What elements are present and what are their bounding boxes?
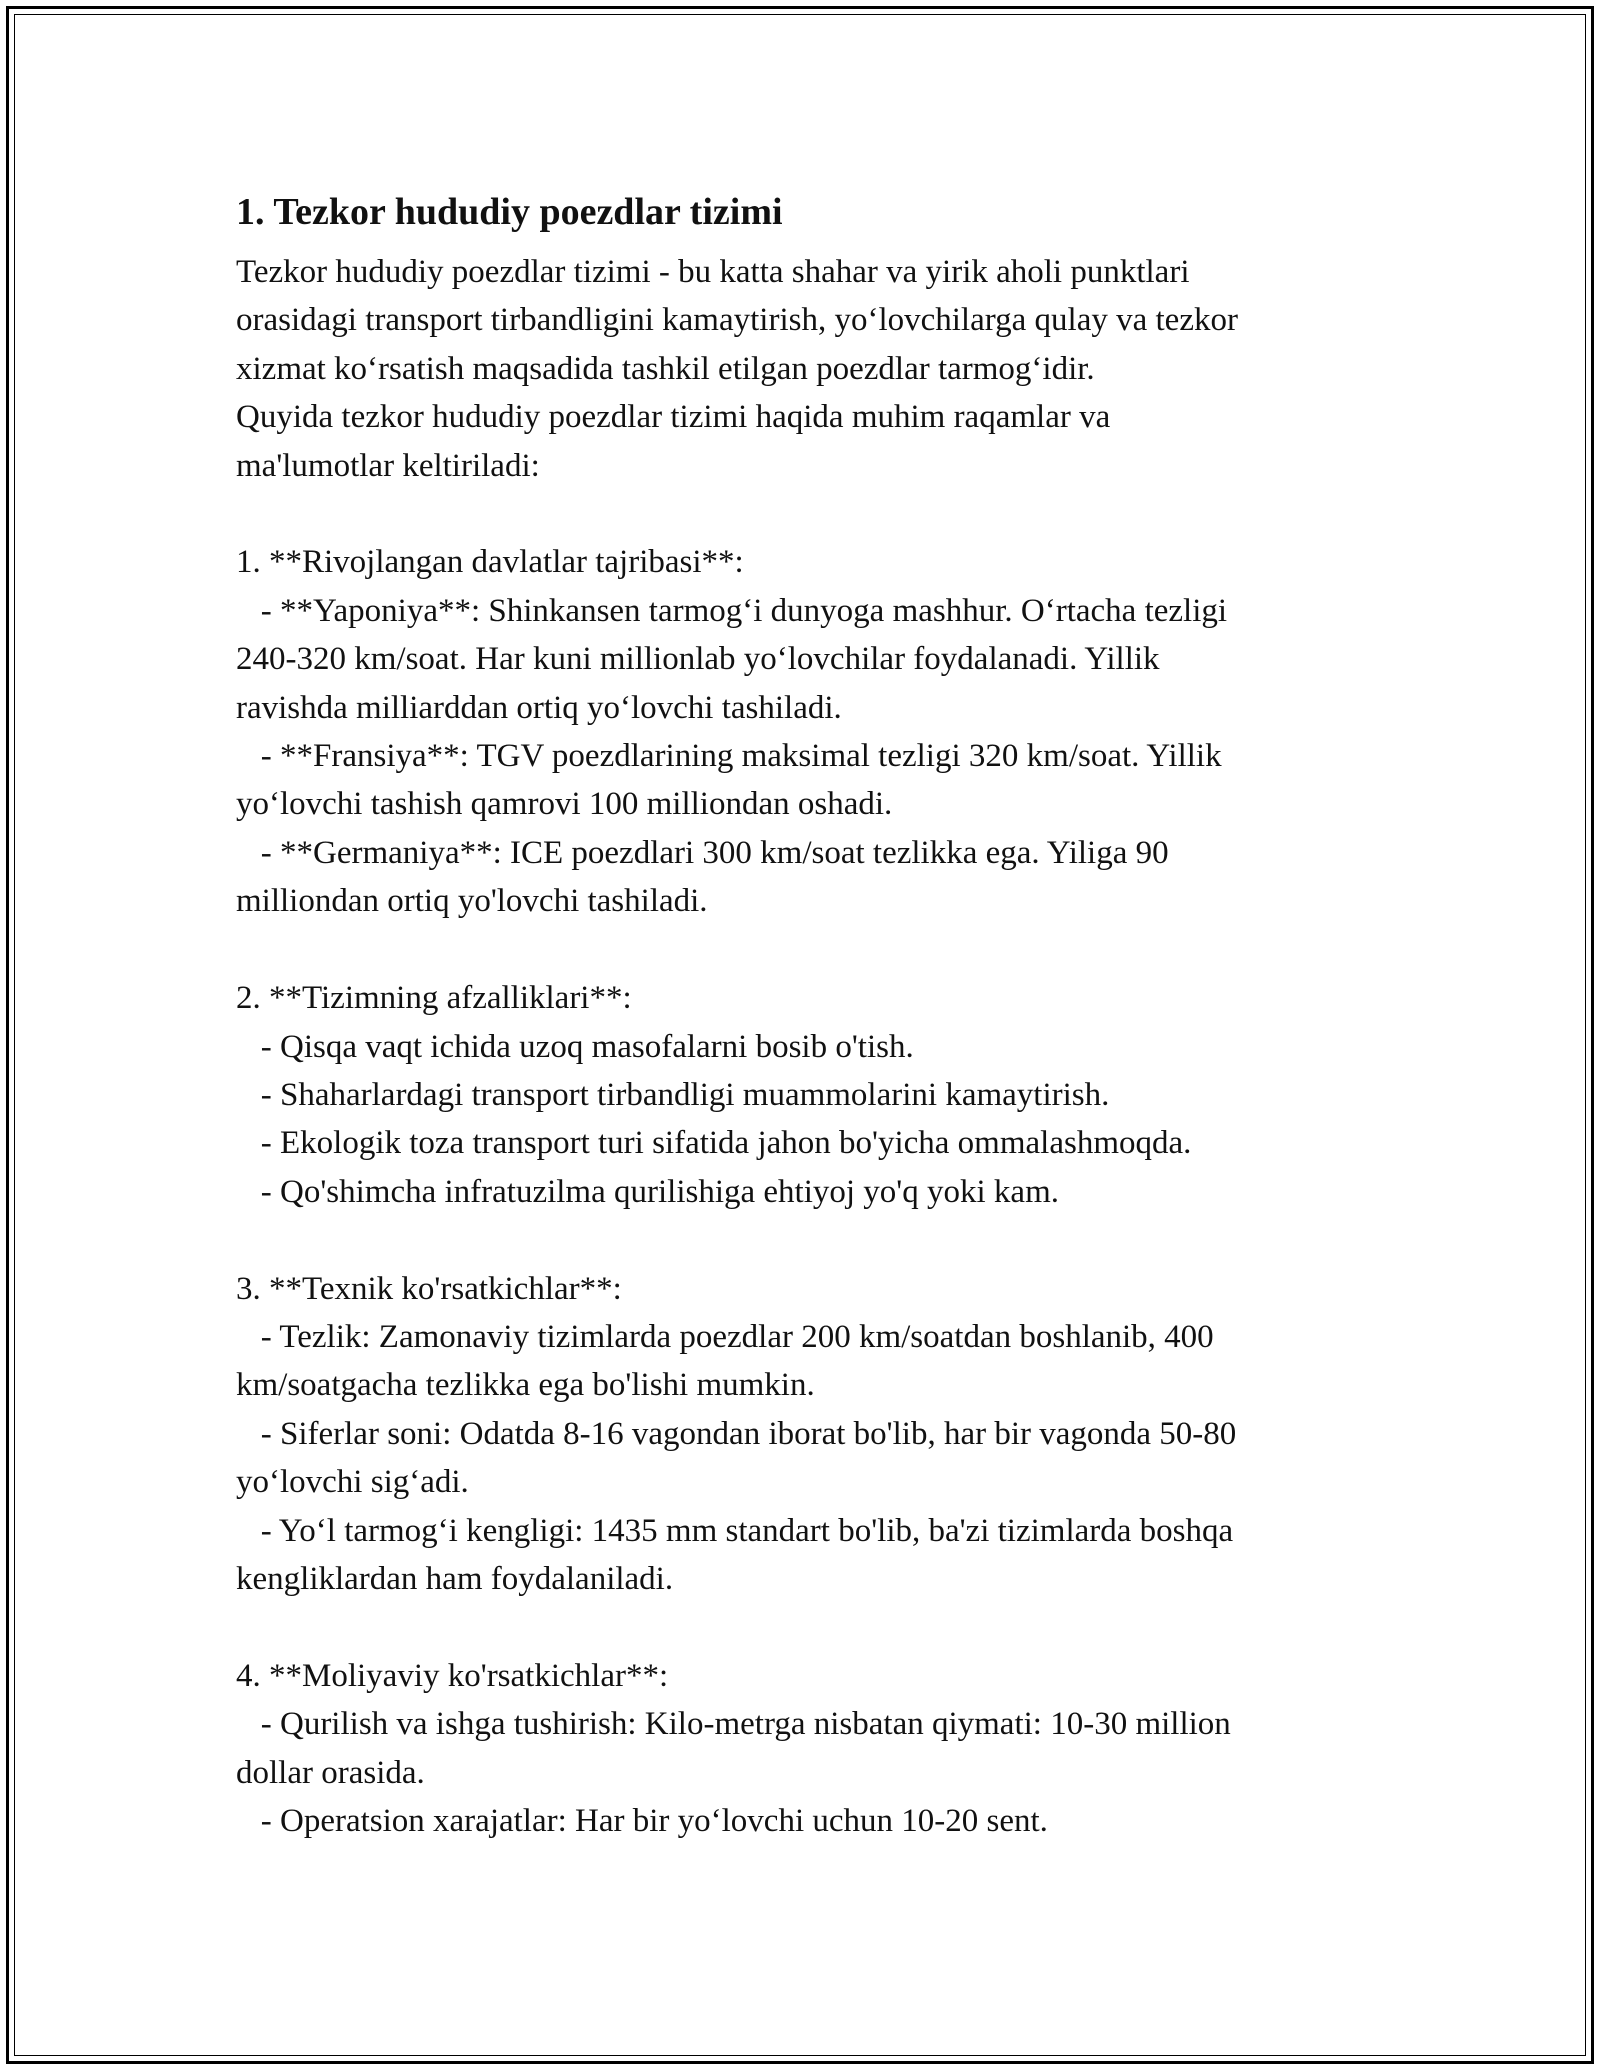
blank-line-3 xyxy=(236,1216,1376,1264)
section-financial: 4. **Moliyaviy ko'rsatkichlar**: - Qurilish va ishga tushirish: Kilo-metrga nisbatan qiymati: 10-30 million dollar orasida. - Operatsion xarajatlar: Har bir yo‘lovchi uchun 10-20 sent. xyxy=(236,1657,1231,1839)
section-developed-countries: 1. **Rivojlangan davlatlar tajribasi**: - **Yaponiya**: Shinkansen tarmog‘i dunyoga mashhur. O‘rtacha tezligi 240-320 km/soat. Har kuni millionlab yo‘lovchilar foydalanadi. Yillik ravishda milliarddan ortiq yo‘lovchi tashiladi. - **Fransiya**: TGV poezdlarining maksimal tezligi 320 km/soat. Yillik yo‘lovchi tashish qamrovi 100 milliondan oshadi. - **Germaniya**: ICE poezdlari 300 km/soat tezlikka ega. Yiliga 90 milliondan ortiq yo'lovchi tashiladi. xyxy=(236,544,1228,920)
document-body xyxy=(236,186,1376,1845)
blank-line-2 xyxy=(236,926,1376,974)
section-advantages: 2. **Tizimning afzalliklari**: - Qisqa vaqt ichida uzoq masofalarni bosib o'tish. - Shaharlardagi transport tirbandligi muammolarini kamaytirish. - Ekologik toza transport turi sifatida jahon bo'yicha ommalashmoqda. - Qo'shimcha infratuzilma qurilishiga ehtiyoj yo'q yoki kam. xyxy=(236,980,1192,1210)
section-technical: 3. **Texnik ko'rsatkichlar**: - Tezlik: Zamonaviy tizimlarda poezdlar 200 km/soatdan boshlanib, 400 km/soatgacha tezlikka ega bo'lishi mumkin. - Siferlar soni: Odatda 8-16 vagondan iborat bo'lib, har bir vagonda 50-80 yo‘lovchi sig‘adi. - Yo‘l tarmog‘i kengligi: 1435 mm standart bo'lib, ba'zi tizimlarda boshqa kengliklardan ham foydalaniladi. xyxy=(236,1270,1237,1597)
blank-line-1 xyxy=(236,490,1376,538)
document-heading: 1. Tezkor hududiy poezdlar tizimi xyxy=(236,191,783,233)
blank-line-4 xyxy=(236,1603,1376,1651)
intro-paragraph: Tezkor hududiy poezdlar tizimi - bu katta shahar va yirik aholi punktlari orasidagi transport tirbandligini kamaytirish, yo‘lovchilarga qulay va tezkor xizmat ko‘rsatish maqsadida tashkil etilgan poezdlar tarmog‘idir. Quyida tezkor hududiy poezdlar tizimi haqida muhim raqamlar va ma'lumotlar keltiriladi: xyxy=(236,254,1238,484)
